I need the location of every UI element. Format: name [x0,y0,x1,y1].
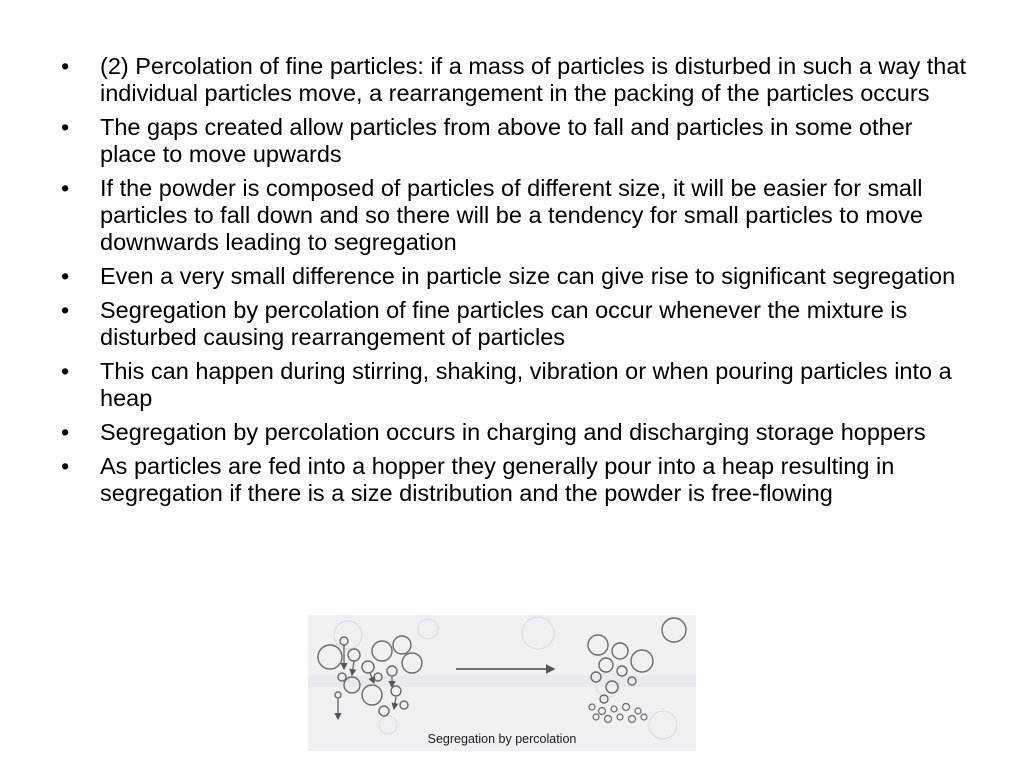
bullet-item [56,53,971,107]
segregated-large-particles [588,618,686,703]
bullet-dot: • [61,358,70,384]
scan-texture [308,617,696,739]
bullet-item [56,114,971,168]
bullet-dot: • [61,263,70,289]
bullet-text: As particles are fed into a hopper they generally pour into a heap resulting in segregation if there is a size distribution and the powder is free-flowing [100,453,895,506]
bullet-dot: • [61,297,70,323]
bullet-item [56,358,971,412]
bullet-item [56,175,971,256]
percolation-diagram [308,615,696,751]
segregated-small-particles [589,704,647,723]
bullet-text: Segregation by percolation of fine particles can occur whenever the mixture is disturbed causing rearrangement of particles [100,297,908,350]
figure-caption: Segregation by percolation [427,732,577,746]
bullet-text: The gaps created allow particles from above to fall and particles in some other place to move upwards [100,114,913,167]
bullet-dot: • [61,453,70,479]
bullet-item [56,297,971,351]
bullet-item [56,419,971,446]
bullet-text: If the powder is composed of particles of different size, it will be easier for small particles to fall down and so there will be a tendency for small particles to move downwards leading to segregation [100,175,923,255]
bullet-text: Segregation by percolation occurs in charging and discharging storage hoppers [100,419,926,445]
bullet-dot: • [61,419,70,445]
bullet-item [56,263,971,290]
bullet-item [56,453,971,507]
bullet-list [56,53,971,514]
bullet-dot: • [61,175,70,201]
bullet-text: This can happen during stirring, shaking, vibration or when pouring particles into a heap [100,358,952,411]
bullet-text: Even a very small difference in particle size can give rise to significant segregation [100,263,956,289]
percolation-figure [308,615,696,751]
bullet-text: (2) Percolation of fine particles: if a mass of particles is disturbed in such a way that individual particles move, a rearrangement in the packing of the particles occurs [100,53,966,106]
bullet-dot: • [61,114,70,140]
bullet-dot: • [61,53,70,79]
